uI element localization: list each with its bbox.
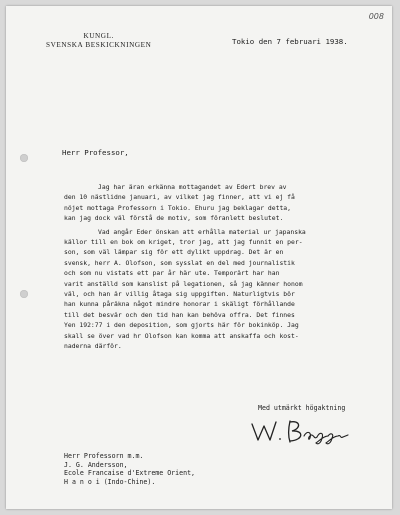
- address-line: J. G. Andersson,: [64, 460, 128, 469]
- body-line: varit anställd som kanslist på legationen, så jag känner honom: [64, 279, 303, 288]
- punch-hole: [20, 290, 28, 298]
- body-line: och som nu vistats ett par år här ute. Temporärt har han: [64, 269, 280, 278]
- body-line: källor till en bok om kriget, tror jag, att jag funnit en per-: [64, 238, 303, 247]
- address-line: H a n o i (Indo-Chine).: [64, 477, 156, 486]
- body-line: till det besvär och den tid han kan behöva offra. Det finnes: [64, 310, 295, 319]
- body-line: nöjet mottaga Professorn i Tokio. Ehuru jag beklagar detta,: [64, 203, 292, 212]
- recipient-address: [64, 452, 195, 486]
- letterhead: [46, 32, 151, 50]
- body-line: Vad angår Eder önskan att erhålla material ur japanska: [98, 227, 306, 236]
- archive-page-number: 008: [368, 12, 384, 21]
- closing: Med utmärkt högaktning: [258, 404, 346, 412]
- body-line: han kunna påräkna något mindre honorar i skäligt förhållande: [64, 300, 295, 309]
- body-line: Yen 192:77 i den deposition, som gjorts här för bokinköp. Jag: [64, 321, 299, 330]
- letter-body: [64, 182, 364, 352]
- letter-page: [6, 6, 392, 509]
- body-line: Jag har äran erkänna mottagandet av Edert brev av: [98, 183, 287, 191]
- body-line: svensk, herr A. Olofson, som sysslat en del med journalistik: [64, 258, 295, 267]
- body-line: kan jag dock väl förstå de motiv, som föranlett beslutet.: [64, 214, 284, 223]
- body-line: den 10 nästlidne januari, av vilket jag finner, att vi ej få: [64, 193, 295, 202]
- dateline: Tokio den 7 februari 1938.: [232, 37, 348, 46]
- salutation: Herr Professor,: [62, 148, 129, 157]
- letterhead-line1: KUNGL.: [83, 32, 114, 40]
- body-line: skall se över vad hr Olofson kan komma att anskaffa och kost-: [64, 331, 299, 340]
- letterhead-line2: SVENSKA BESKICKNINGEN: [46, 41, 152, 49]
- handwritten-signature: [244, 416, 354, 446]
- address-line: Ecole Francaise d'Extreme Orient,: [64, 469, 196, 478]
- address-line: Herr Professorn m.m.: [64, 452, 144, 460]
- body-line: son, som väl lämpar sig för ett dylikt uppdrag. Det är en: [64, 248, 284, 257]
- body-line: väl, och han är villig åtaga sig uppgiften. Naturligtvis bör: [64, 290, 295, 299]
- punch-hole: [20, 154, 28, 162]
- body-line: naderna därför.: [64, 342, 122, 351]
